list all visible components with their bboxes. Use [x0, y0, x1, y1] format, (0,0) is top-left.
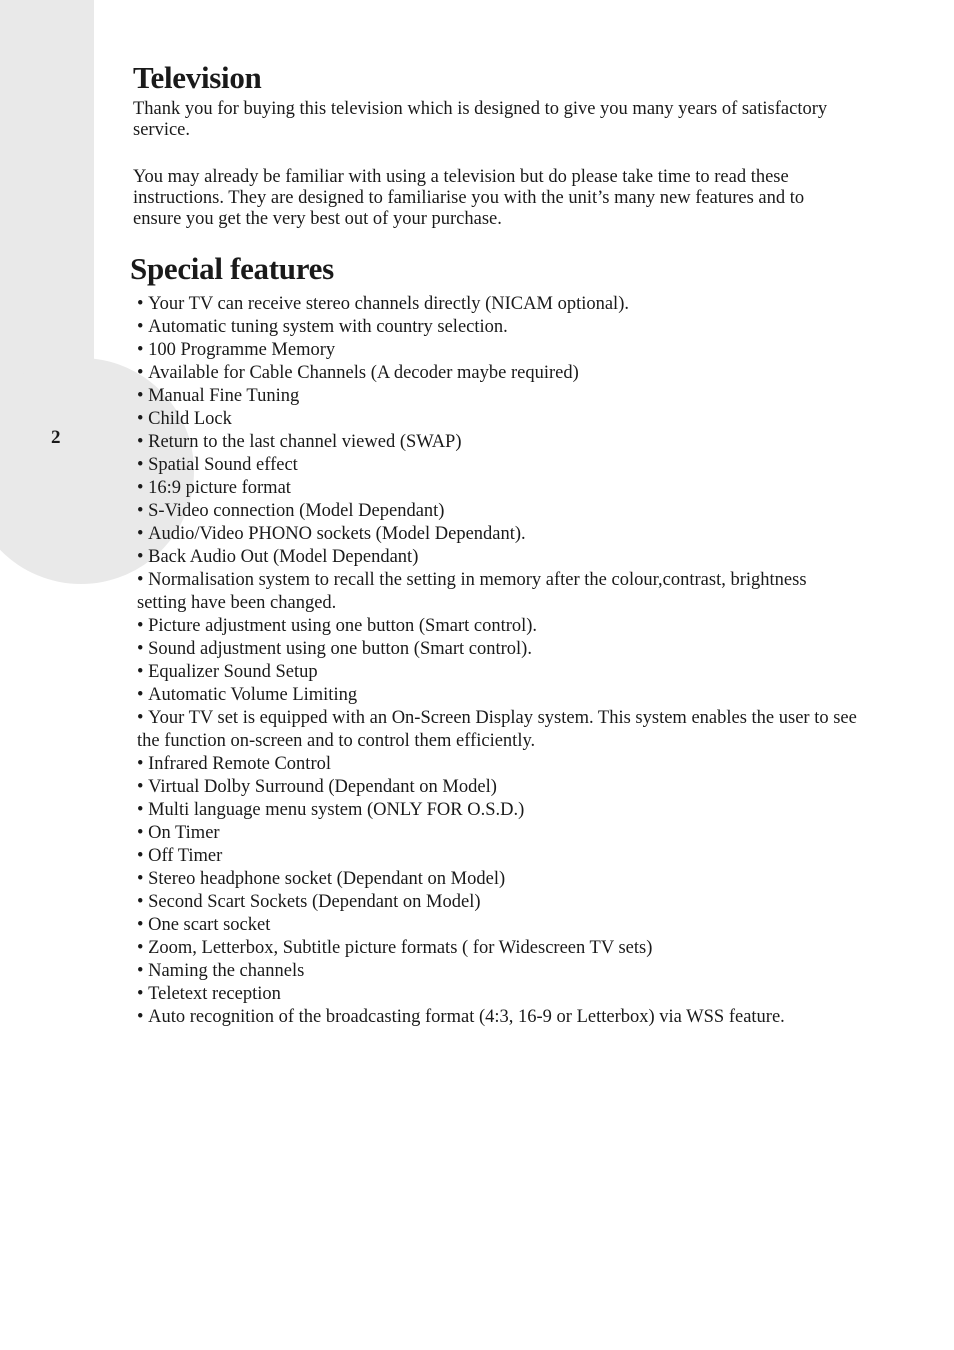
- intro-paragraph-2: You may already be familiar with using a television but do please take time to read these instructions. They are designed to familiarise you with the unit’s many new features and to ensure you get the very best out of your purchase.: [133, 167, 805, 229]
- feature-item: • Automatic Volume Limiting: [137, 684, 857, 707]
- feature-item: • Multi language menu system (ONLY FOR O.S.D.): [137, 799, 857, 822]
- section-title-special-features: Special features: [130, 251, 334, 286]
- features-list: [137, 293, 857, 1029]
- feature-item: • Off Timer: [137, 845, 857, 868]
- feature-item: • Return to the last channel viewed (SWAP): [137, 431, 857, 454]
- intro-paragraph-1: Thank you for buying this television which is designed to give you many years of satisfactory service.: [133, 99, 828, 140]
- feature-item: • 100 Programme Memory: [137, 339, 857, 362]
- feature-item: • One scart socket: [137, 914, 857, 937]
- feature-item: • Equalizer Sound Setup: [137, 661, 857, 684]
- side-margin-bar: [0, 0, 94, 400]
- feature-item: • Teletext reception: [137, 983, 857, 1006]
- feature-item: • Spatial Sound effect: [137, 454, 857, 477]
- feature-item: • Your TV set is equipped with an On-Screen Display system. This system enables the user to see the function on-screen and to control them efficiently.: [137, 707, 857, 753]
- feature-item: • Back Audio Out (Model Dependant): [137, 546, 857, 569]
- feature-item: • Infrared Remote Control: [137, 753, 857, 776]
- feature-item: • Automatic tuning system with country selection.: [137, 316, 857, 339]
- feature-item: • Your TV can receive stereo channels directly (NICAM optional).: [137, 293, 857, 316]
- feature-item: • 16:9 picture format: [137, 477, 857, 500]
- feature-item: • Normalisation system to recall the setting in memory after the colour,contrast, brightness setting have been changed.: [137, 569, 857, 615]
- section-title-television: Television: [133, 60, 262, 95]
- feature-item: • Virtual Dolby Surround (Dependant on Model): [137, 776, 857, 799]
- feature-item: • Available for Cable Channels (A decoder maybe required): [137, 362, 857, 385]
- feature-item: • Stereo headphone socket (Dependant on Model): [137, 868, 857, 891]
- feature-item: • Second Scart Sockets (Dependant on Model): [137, 891, 857, 914]
- page-number: 2: [51, 427, 61, 448]
- feature-item: • S-Video connection (Model Dependant): [137, 500, 857, 523]
- feature-item: • Zoom, Letterbox, Subtitle picture formats ( for Widescreen TV sets): [137, 937, 857, 960]
- feature-item: • Manual Fine Tuning: [137, 385, 857, 408]
- feature-item: • Child Lock: [137, 408, 857, 431]
- feature-item: • Sound adjustment using one button (Smart control).: [137, 638, 857, 661]
- feature-item: • Audio/Video PHONO sockets (Model Dependant).: [137, 523, 857, 546]
- feature-item: • Naming the channels: [137, 960, 857, 983]
- feature-item: • On Timer: [137, 822, 857, 845]
- feature-item: • Auto recognition of the broadcasting format (4:3, 16-9 or Letterbox) via WSS feature.: [137, 1006, 857, 1029]
- feature-item: • Picture adjustment using one button (Smart control).: [137, 615, 857, 638]
